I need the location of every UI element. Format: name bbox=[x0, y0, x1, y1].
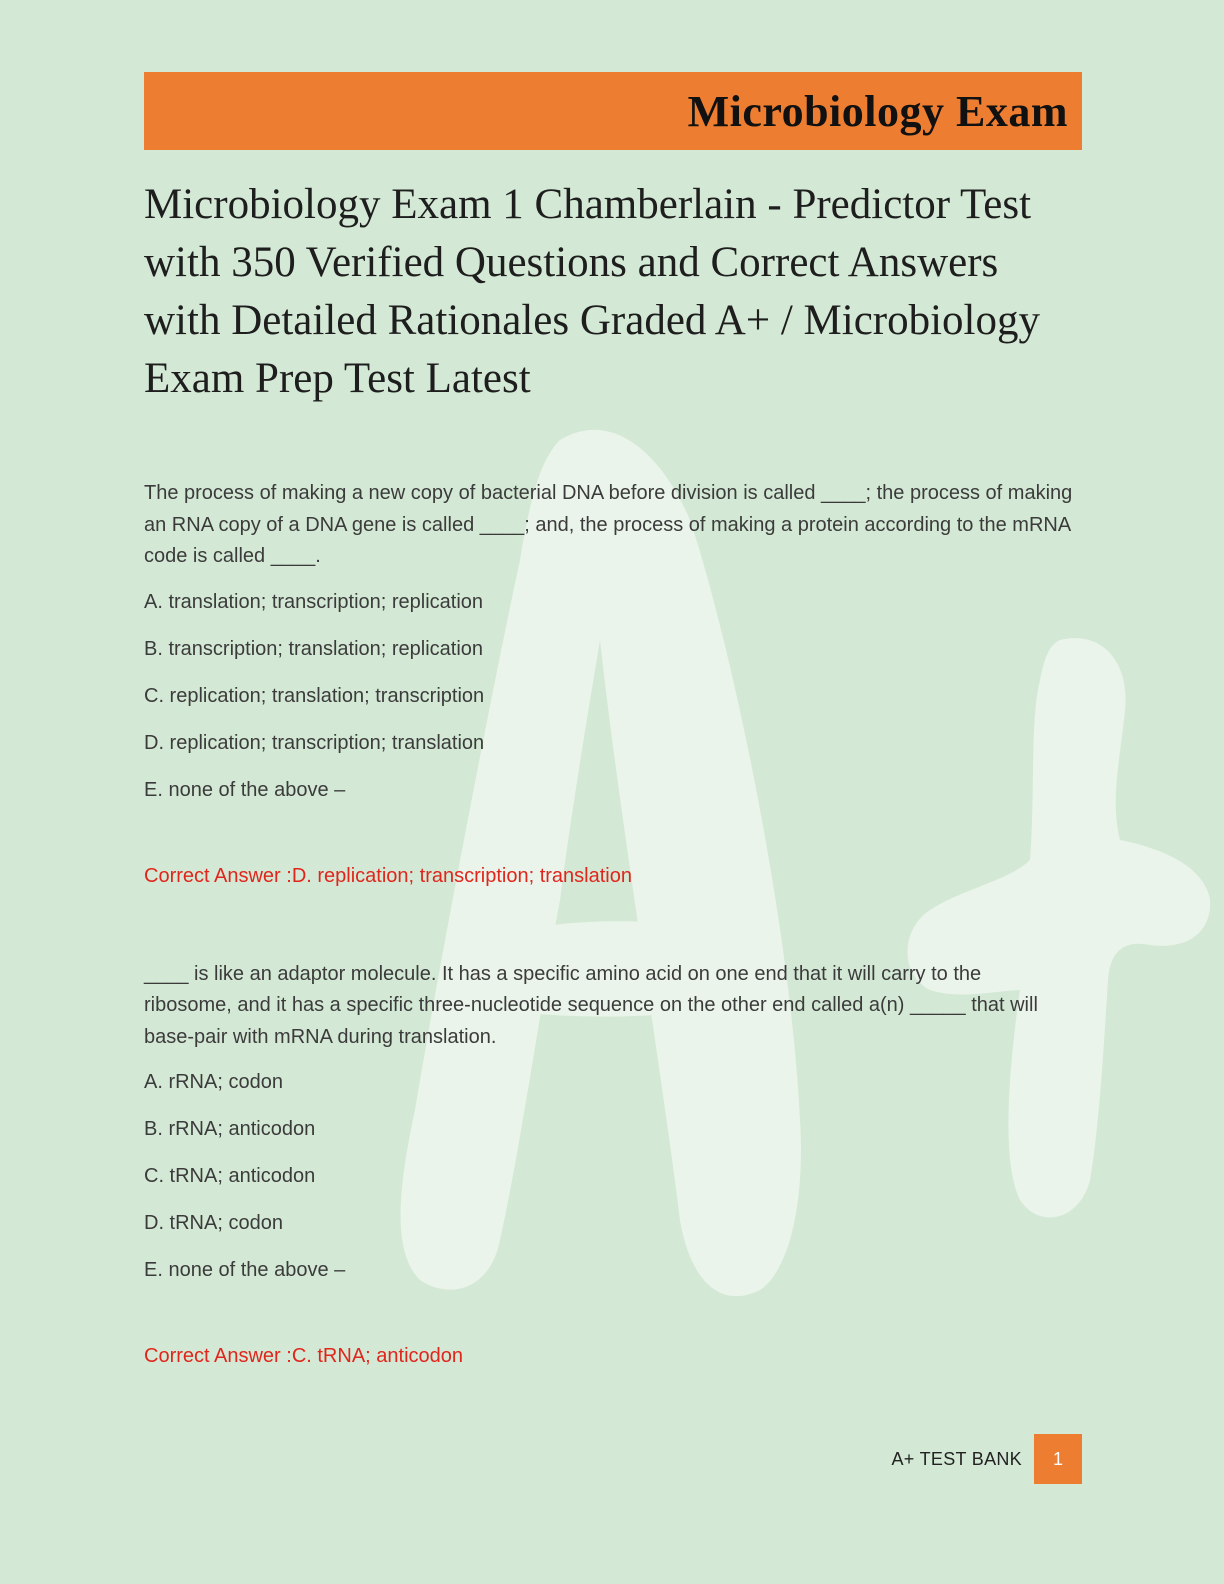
header-bar bbox=[144, 72, 1082, 150]
question-text: ____ is like an adaptor molecule. It has a specific amino acid on one end that it will carry to the ribosome, and it has a specific three-nucleotide sequence on the other end called a(n) _____ that will base-pair with mRNA during translation. bbox=[144, 962, 1038, 1048]
option-b: B. transcription; translation; replication bbox=[144, 637, 484, 660]
question-text: The process of making a new copy of bacterial DNA before division is called ____; the process of making an RNA copy of a DNA gene is called ____; and, the process of making a protein according to the mRNA code is called ____. bbox=[144, 482, 1073, 567]
option-a: A. translation; transcription; replication bbox=[144, 590, 484, 613]
option-b: B. rRNA; anticodon bbox=[144, 1118, 316, 1140]
question-list bbox=[144, 478, 1074, 1369]
option-d: D. replication; transcription; translation bbox=[144, 731, 485, 754]
correct-answer: Correct Answer :C. tRNA; anticodon bbox=[144, 1345, 464, 1367]
option-c: C. replication; translation; transcription bbox=[144, 684, 485, 707]
page-number: 1 bbox=[1034, 1434, 1082, 1484]
correct-answer: Correct Answer :D. replication; transcription; translation bbox=[144, 864, 632, 887]
option-d: D. tRNA; codon bbox=[144, 1212, 283, 1234]
document-title: Microbiology Exam 1 Chamberlain - Predictor Test with 350 Verified Questions and Correct Answers with Detailed Rationales Graded A+ / Microbiology Exam Prep Test Latest bbox=[144, 181, 1041, 402]
question-2 bbox=[144, 959, 1074, 1370]
option-c: C. tRNA; anticodon bbox=[144, 1165, 316, 1187]
header-title: Microbiology Exam bbox=[687, 86, 1068, 136]
option-e: E. none of the above – bbox=[144, 778, 346, 801]
page-footer bbox=[892, 1434, 1083, 1484]
option-e: E. none of the above – bbox=[144, 1259, 346, 1281]
footer-label: A+ TEST BANK bbox=[891, 1448, 1022, 1469]
option-a: A. rRNA; codon bbox=[144, 1071, 283, 1093]
question-1 bbox=[144, 478, 1074, 889]
